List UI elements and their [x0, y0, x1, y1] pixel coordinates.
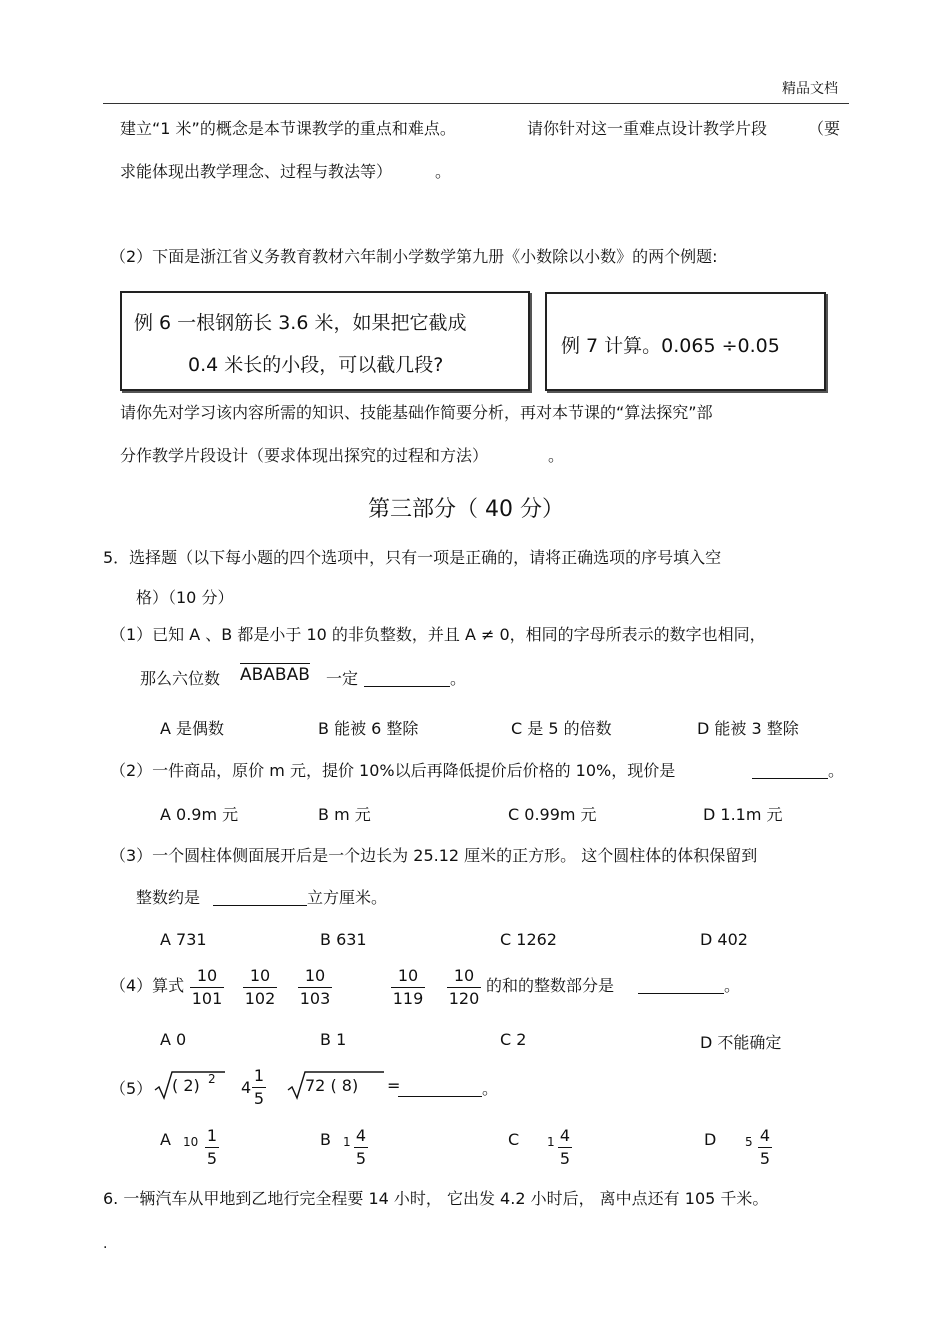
q5-4-denominator-2: 102 — [244, 989, 276, 1008]
q5-4-end: 。 — [724, 976, 741, 995]
q5-4-numerator-4: 10 — [397, 966, 419, 985]
q5-5-option-d-letter: D — [704, 1130, 717, 1149]
q5-1-answer-blank — [364, 670, 450, 687]
example6-line2: 0.4 米长的小段，可以截几段? — [188, 354, 444, 376]
q5-4-fraction-5 — [447, 966, 481, 1009]
q5-4-option-c: C 2 — [500, 1030, 527, 1049]
q5-intro-line2: 格）（10 分） — [136, 588, 234, 607]
q5-5-option-c-fraction — [558, 1126, 572, 1169]
q5-5-option-d-whole: 5 — [745, 1135, 753, 1149]
q5-4-option-b: B 1 — [320, 1030, 347, 1049]
part3-title: 第三部分（ 40 分） — [368, 497, 564, 522]
q5-5-label: （5） — [110, 1079, 153, 1098]
q2-task-line1: 请你先对学习该内容所需的知识、技能基础作简要分析，再对本节课的“算法探究”部 — [120, 403, 713, 422]
q5-1-option-a: A 是偶数 — [160, 719, 225, 738]
q5-5-option-d-num: 4 — [759, 1126, 771, 1145]
q5-1-option-d: D 能被 3 整除 — [697, 719, 799, 738]
q5-5-option-c-den: 5 — [559, 1149, 571, 1168]
q5-1-line2-b: 一定 — [326, 669, 359, 688]
q5-4-numerator-5: 10 — [453, 966, 475, 985]
q5-4-numerator-1: 10 — [196, 966, 218, 985]
q5-3-answer-blank — [213, 889, 307, 906]
q5-4-fraction-4 — [391, 966, 425, 1009]
q5-5-option-a-letter: A — [160, 1130, 171, 1149]
q5-4-option-a: A 0 — [160, 1030, 187, 1049]
sqrt2-inner: 72 ( 8) — [305, 1076, 359, 1095]
q5-intro-line1: 5．选择题（以下每小题的四个选项中，只有一项是正确的，请将正确选项的序号填入空 — [103, 548, 722, 567]
q5-3-line2-a: 整数约是 — [136, 888, 201, 907]
q5-4-denominator-4: 119 — [392, 989, 424, 1008]
q5-4-denominator-1: 101 — [191, 989, 223, 1008]
part2-line2-b: 。 — [435, 162, 452, 181]
q5-5-option-d-fraction — [758, 1126, 772, 1169]
example7-box — [545, 292, 826, 391]
header-label: 精品文档 — [782, 81, 838, 97]
q5-4-answer-blank — [638, 977, 724, 994]
q5-5-option-b-letter: B — [320, 1130, 331, 1149]
q5-2-line1: （2）一件商品，原价 m 元，提价 10%以后再降低提价后价格的 10%，现价是 — [110, 761, 676, 780]
q5-5-option-a-den: 5 — [206, 1149, 218, 1168]
q5-1-line2-a: 那么六位数 — [140, 669, 221, 688]
q6-text: 6. 一辆汽车从甲地到乙地行完全程要 14 小时， 它出发 4.2 小时后， 离中点还有 105 千米。 — [103, 1189, 769, 1208]
q5-5-option-a-num: 1 — [206, 1126, 218, 1145]
q5-2-option-c: C 0.99m 元 — [508, 805, 597, 824]
q5-5-option-b-num: 4 — [355, 1126, 367, 1145]
q5-3-option-d: D 402 — [700, 930, 748, 949]
q5-4-tail: 的和的整数部分是 — [486, 976, 615, 995]
q5-2-option-d: D 1.1m 元 — [703, 805, 783, 824]
q5-5-option-a-fraction — [205, 1126, 219, 1169]
q5-3-line2-b: 立方厘米。 — [307, 888, 388, 907]
q5-2-answer-blank — [752, 762, 828, 779]
q5-1-number: ABABAB — [240, 665, 310, 685]
part2-line1-a: 建立“1 米”的概念是本节课教学的重点和难点。 — [120, 119, 456, 138]
q5-5-option-c-num: 4 — [559, 1126, 571, 1145]
q5-3-option-a: A 731 — [160, 930, 207, 949]
q5-3-option-b: B 631 — [320, 930, 367, 949]
q2-intro: （2）下面是浙江省义务教育教材六年制小学数学第九册《小数除以小数》的两个例题: — [110, 247, 718, 266]
footer-dot: . — [103, 1236, 108, 1252]
q5-5-end: 。 — [482, 1079, 499, 1098]
sqrt1-inner: ( 2) — [172, 1076, 200, 1095]
q5-1-option-c: C 是 5 的倍数 — [511, 719, 612, 738]
q5-4-denominator-5: 120 — [448, 989, 480, 1008]
q5-5-option-d-den: 5 — [759, 1149, 771, 1168]
q5-2-option-a: A 0.9m 元 — [160, 805, 239, 824]
q5-5-option-c-letter: C — [508, 1130, 520, 1149]
q5-3-option-c: C 1262 — [500, 930, 557, 949]
q5-5-option-b-fraction — [354, 1126, 368, 1169]
q5-1-option-b: B 能被 6 整除 — [318, 719, 419, 738]
q5-4-option-d: D 不能确定 — [700, 1033, 782, 1052]
q5-1-line2-c: 。 — [450, 669, 467, 688]
q5-2-option-b: B m 元 — [318, 805, 371, 824]
example6-box — [120, 291, 530, 391]
q5-4-fraction-1 — [190, 966, 224, 1009]
q5-4-numerator-2: 10 — [249, 966, 271, 985]
example7-text: 例 7 计算。0.065 ÷0.05 — [561, 335, 780, 357]
header-rule — [103, 103, 849, 104]
q2-task-line2-a: 分作教学片段设计（要求体现出探究的过程和方法） — [120, 446, 489, 465]
q5-3-line1: （3）一个圆柱体侧面展开后是一个边长为 25.12 厘米的正方形。 这个圆柱体的体积保留到 — [110, 846, 758, 865]
q5-5-option-a-whole: 10 — [183, 1135, 199, 1149]
q5-4-fraction-3 — [298, 966, 332, 1009]
mixed-fraction — [252, 1066, 266, 1109]
part2-line1-b: 请你针对这一重难点设计教学片段 — [527, 119, 768, 138]
q5-5-answer-blank — [398, 1080, 482, 1097]
sqrt1-exponent: 2 — [208, 1072, 216, 1086]
q5-5-equals: = — [387, 1076, 401, 1095]
q5-5-option-b-whole: 1 — [343, 1135, 351, 1149]
q5-4-fraction-2 — [243, 966, 277, 1009]
q5-5-option-b-den: 5 — [355, 1149, 367, 1168]
q5-4-denominator-3: 103 — [299, 989, 331, 1008]
mixed-whole: 4 — [241, 1078, 252, 1097]
q5-2-line1-end: 。 — [828, 761, 845, 780]
part2-line1-c: （要 — [808, 119, 841, 138]
part2-line2-a: 求能体现出教学理念、过程与教法等） — [120, 162, 393, 181]
q5-4-label: （4）算式 — [110, 976, 185, 995]
mixed-denominator: 5 — [253, 1089, 265, 1108]
q5-1-line1: （1）已知 A 、B 都是小于 10 的非负整数，并且 A ≠ 0，相同的字母所表示的数字也相同， — [110, 625, 766, 644]
q5-4-numerator-3: 10 — [304, 966, 326, 985]
q5-5-option-c-whole: 1 — [547, 1135, 555, 1149]
mixed-numerator: 1 — [253, 1066, 265, 1085]
example6-line1: 例 6 一根钢筋长 3.6 米，如果把它截成 — [134, 312, 467, 334]
q2-task-line2-b: 。 — [548, 446, 565, 465]
